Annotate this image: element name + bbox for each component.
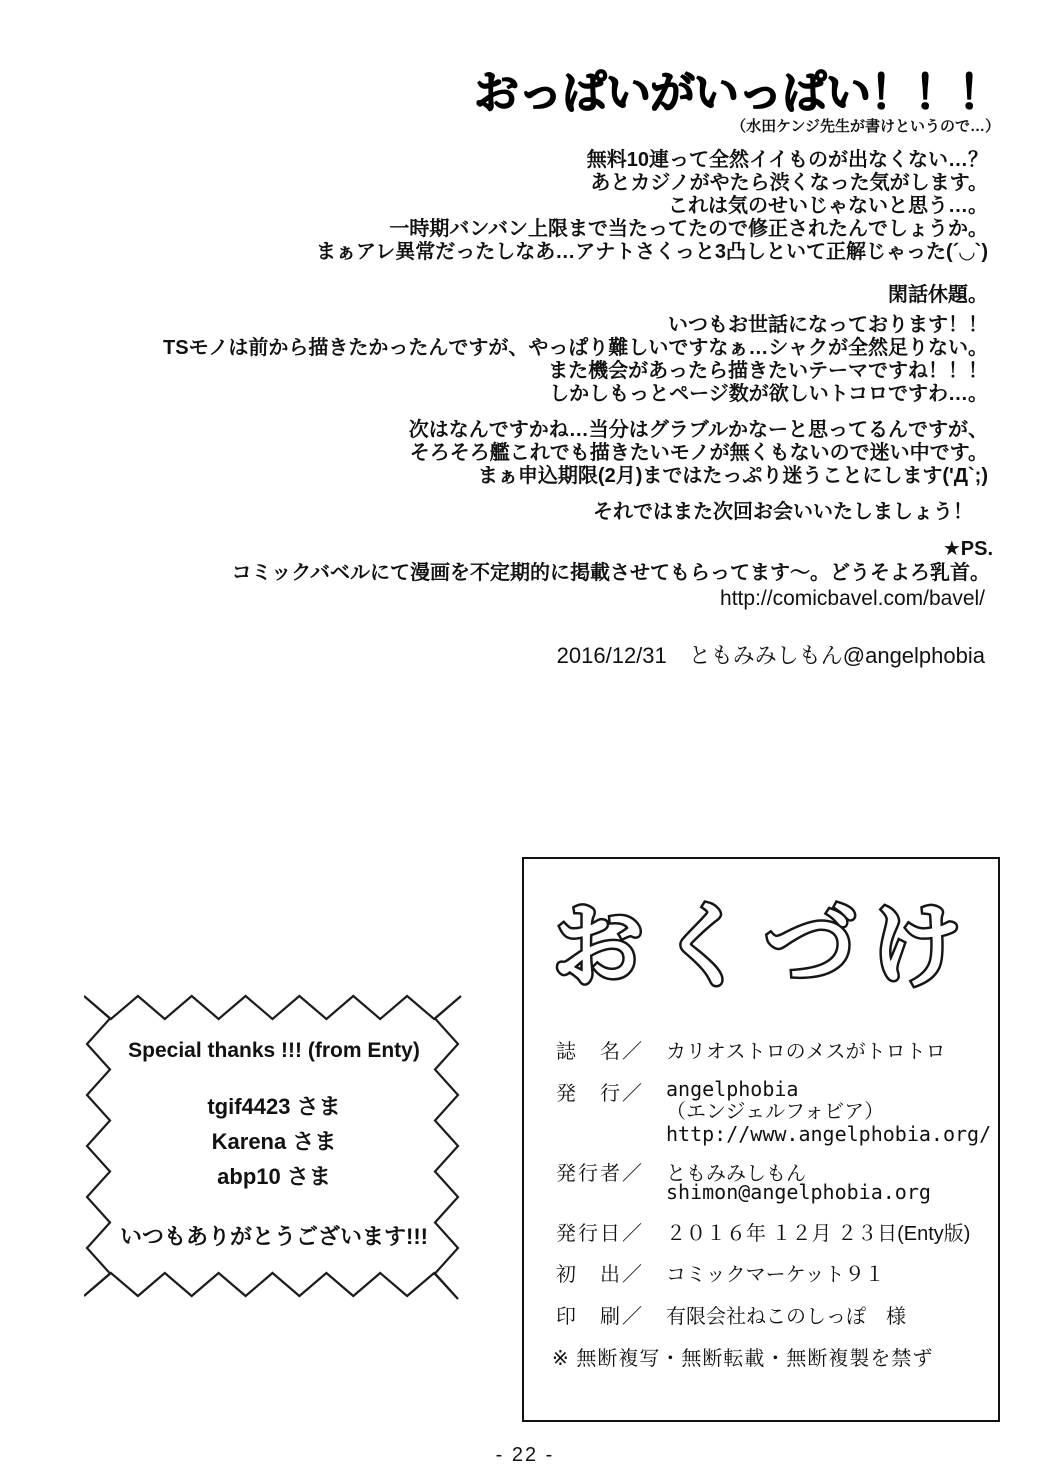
paragraph-line: TSモノは前から描きたかったんですが、やっぱり難しいですなぁ…シャクが全然足りない。 xyxy=(163,337,988,359)
colophon-note: ※ 無断複写・無断転載・無断複製を禁ず xyxy=(552,1348,934,1370)
colophon-value: ２０１６年 １２月 ２３日(Enty版) xyxy=(666,1223,971,1245)
paragraph-line: そろそろ艦これでも描きたいモノが無くもないので迷い中です。 xyxy=(409,442,988,464)
paragraph-line: 次はなんですかね…当分はグラブルかなーと思ってるんですが、 xyxy=(408,419,988,441)
page-number: - 22 - xyxy=(495,1444,555,1466)
colophon-box xyxy=(522,857,1000,1422)
colophon-label: 発行者／ xyxy=(556,1163,644,1185)
farewell-text: それではまた次回お会いいたしましょう！ xyxy=(593,501,973,523)
paragraph-line: あとカジノがやたら渋くなった気がします。 xyxy=(590,172,988,194)
paragraph-line: まぁ申込期限(2月)まではたっぷり迷うことにします('Д`;) xyxy=(477,465,988,487)
paragraph-gacha xyxy=(316,149,988,264)
special-thanks-content xyxy=(84,1039,464,1251)
colophon-value: 有限会社ねこのしっぽ 様 xyxy=(666,1306,906,1328)
aside-text: 閑話休題。 xyxy=(888,284,988,306)
thanks-message: いつもありがとうございます!!! xyxy=(120,1224,428,1249)
colophon-value: コミックマーケット９１ xyxy=(666,1264,885,1286)
paragraph-next-plans xyxy=(409,419,988,488)
ps-text: コミックバベルにて漫画を不定期的に掲載させてもらってます～。どうそよろ乳首。 xyxy=(231,562,990,584)
colophon-value: http://www.angelphobia.org/ xyxy=(666,1122,992,1146)
page-title: おっぱいがいっぱい！！！ xyxy=(473,67,1002,118)
colophon-value: angelphobia xyxy=(666,1077,799,1101)
colophon-value: カリオストロのメスがトロトロ xyxy=(666,1041,946,1063)
colophon-label: 誌 名／ xyxy=(556,1041,644,1063)
thanks-name: abp10 さま xyxy=(217,1164,331,1189)
paragraph-line: まぁアレ異常だったしなあ…アナトさくっと3凸しといて正解じゃった(´◡`) xyxy=(316,241,988,263)
thanks-names xyxy=(84,1089,464,1194)
paragraph-line: いつもお世話になっております！！ xyxy=(668,314,988,336)
ps-heading: ★PS. xyxy=(942,538,993,560)
colophon-value: ともみみしもん xyxy=(666,1163,806,1185)
ps-url: http://comicbavel.com/bavel/ xyxy=(720,587,985,610)
colophon-value: shimon@angelphobia.org xyxy=(666,1180,931,1204)
colophon-title: おくづけ xyxy=(552,896,977,998)
paragraph-line: 一時期バンバン上限まで当たってたので修正されたんでしょうか。 xyxy=(389,218,988,240)
paragraph-line: しかしもっとページ数が欲しいトコロですわ…。 xyxy=(549,383,988,405)
thanks-heading: Special thanks !!! (from Enty) xyxy=(128,1039,420,1062)
paragraph-line: 無料10連って全然イイものが出なくない…？ xyxy=(586,149,988,171)
paragraph-line: これは気のせいじゃないと思う…。 xyxy=(668,195,988,217)
thanks-name: tgif4423 さま xyxy=(207,1094,341,1119)
colophon-label: 初 出／ xyxy=(556,1264,644,1286)
signature-line: 2016/12/31 ともみみしもん@angelphobia xyxy=(556,643,985,668)
colophon-label: 発 行／ xyxy=(556,1083,644,1105)
paragraph-line: また機会があったら描きたいテーマですね！！！ xyxy=(548,360,988,382)
special-thanks-burst xyxy=(84,993,464,1303)
colophon-value: （エンジェルフォビア） xyxy=(666,1101,885,1123)
thanks-name: Karena さま xyxy=(211,1129,337,1154)
page-subtitle: （水田ケンジ先生が書けというので…） xyxy=(731,118,1000,135)
colophon-label: 発行日／ xyxy=(556,1223,644,1245)
colophon-label: 印 刷／ xyxy=(556,1306,644,1328)
paragraph-thanks xyxy=(163,314,988,406)
